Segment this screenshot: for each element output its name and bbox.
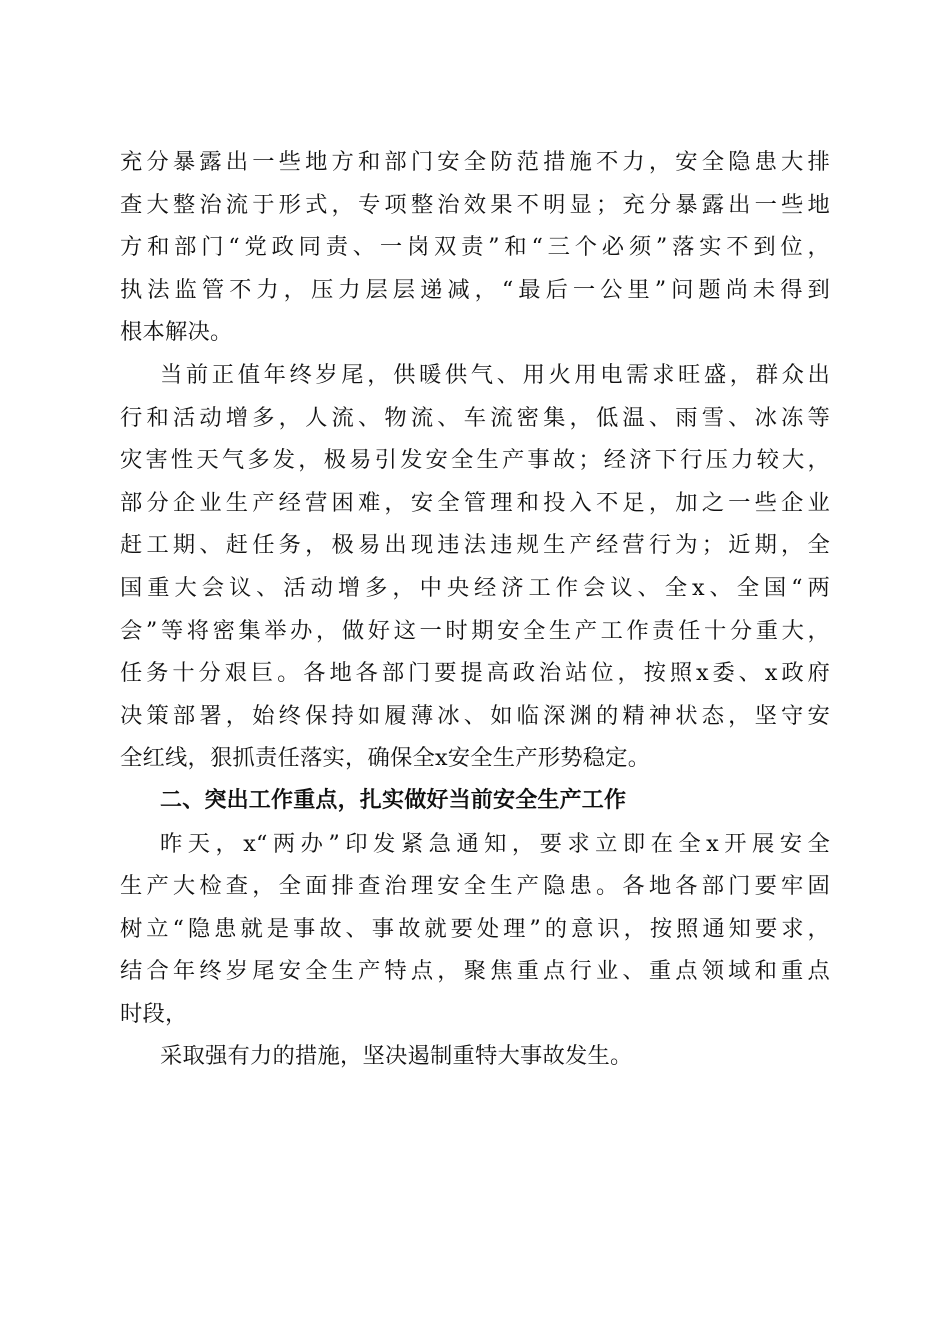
- text-line: 执法监管不力，压力层层递减，“最后一公里”问题尚未得到: [120, 276, 830, 303]
- text-line: 部分企业生产经营困难，安全管理和投入不足，加之一些企业: [120, 489, 830, 516]
- paragraph-1: [120, 141, 830, 354]
- section-heading: 二、突出工作重点，扎实做好当前安全生产工作: [160, 787, 627, 813]
- text-line: 行和活动增多，人流、物流、车流密集，低温、雨雪、冰冻等: [120, 404, 830, 431]
- text-line: 生产大检查，全面排查治理安全生产隐患。各地各部门要牢固: [120, 873, 830, 900]
- paragraph-4: [120, 1035, 830, 1078]
- text-line: 当前正值年终岁尾，供暖供气、用火用电需求旺盛，群众出: [160, 361, 830, 388]
- text-line: 灾害性天气多发，极易引发安全生产事故；经济下行压力较大，: [120, 447, 830, 474]
- text-line: 时段，: [120, 1000, 188, 1027]
- text-line: 赶工期、赶任务，极易出现违法违规生产经营行为；近期，全: [120, 532, 830, 559]
- text-line: 任务十分艰巨。各地各部门要提高政治站位，按照x委、x政府: [120, 660, 830, 687]
- text-line: 充分暴露出一些地方和部门安全防范措施不力，安全隐患大排: [120, 149, 830, 175]
- paragraph-2: [120, 354, 830, 780]
- text-line: 国重大会议、活动增多，中央经济工作会议、全x、全国“两: [120, 574, 830, 601]
- text-line: 方和部门“党政同责、一岗双责”和“三个必须”落实不到位，: [120, 234, 830, 261]
- text-line: 查大整治流于形式，专项整治效果不明显；充分暴露出一些地: [120, 191, 830, 218]
- text-line: 会”等将密集举办，做好这一时期安全生产工作责任十分重大，: [120, 617, 830, 644]
- text-line: 决策部署，始终保持如履薄冰、如临深渊的精神状态，坚守安: [120, 702, 830, 729]
- text-line: 根本解决。: [120, 319, 233, 346]
- text-line: 昨天，x“两办”印发紧急通知，要求立即在全x开展安全: [160, 830, 830, 857]
- text-line: 采取强有力的措施，坚决遏制重特大事故发生。: [160, 1043, 633, 1070]
- paragraph-3: [120, 823, 830, 1036]
- document-body: [120, 141, 830, 1078]
- text-line: 全红线，狠抓责任落实，确保全x安全生产形势稳定。: [120, 745, 651, 772]
- text-line: 树立“隐患就是事故、事故就要处理”的意识，按照通知要求，: [120, 915, 830, 942]
- text-line: 结合年终岁尾安全生产特点，聚焦重点行业、重点领域和重点: [120, 958, 830, 985]
